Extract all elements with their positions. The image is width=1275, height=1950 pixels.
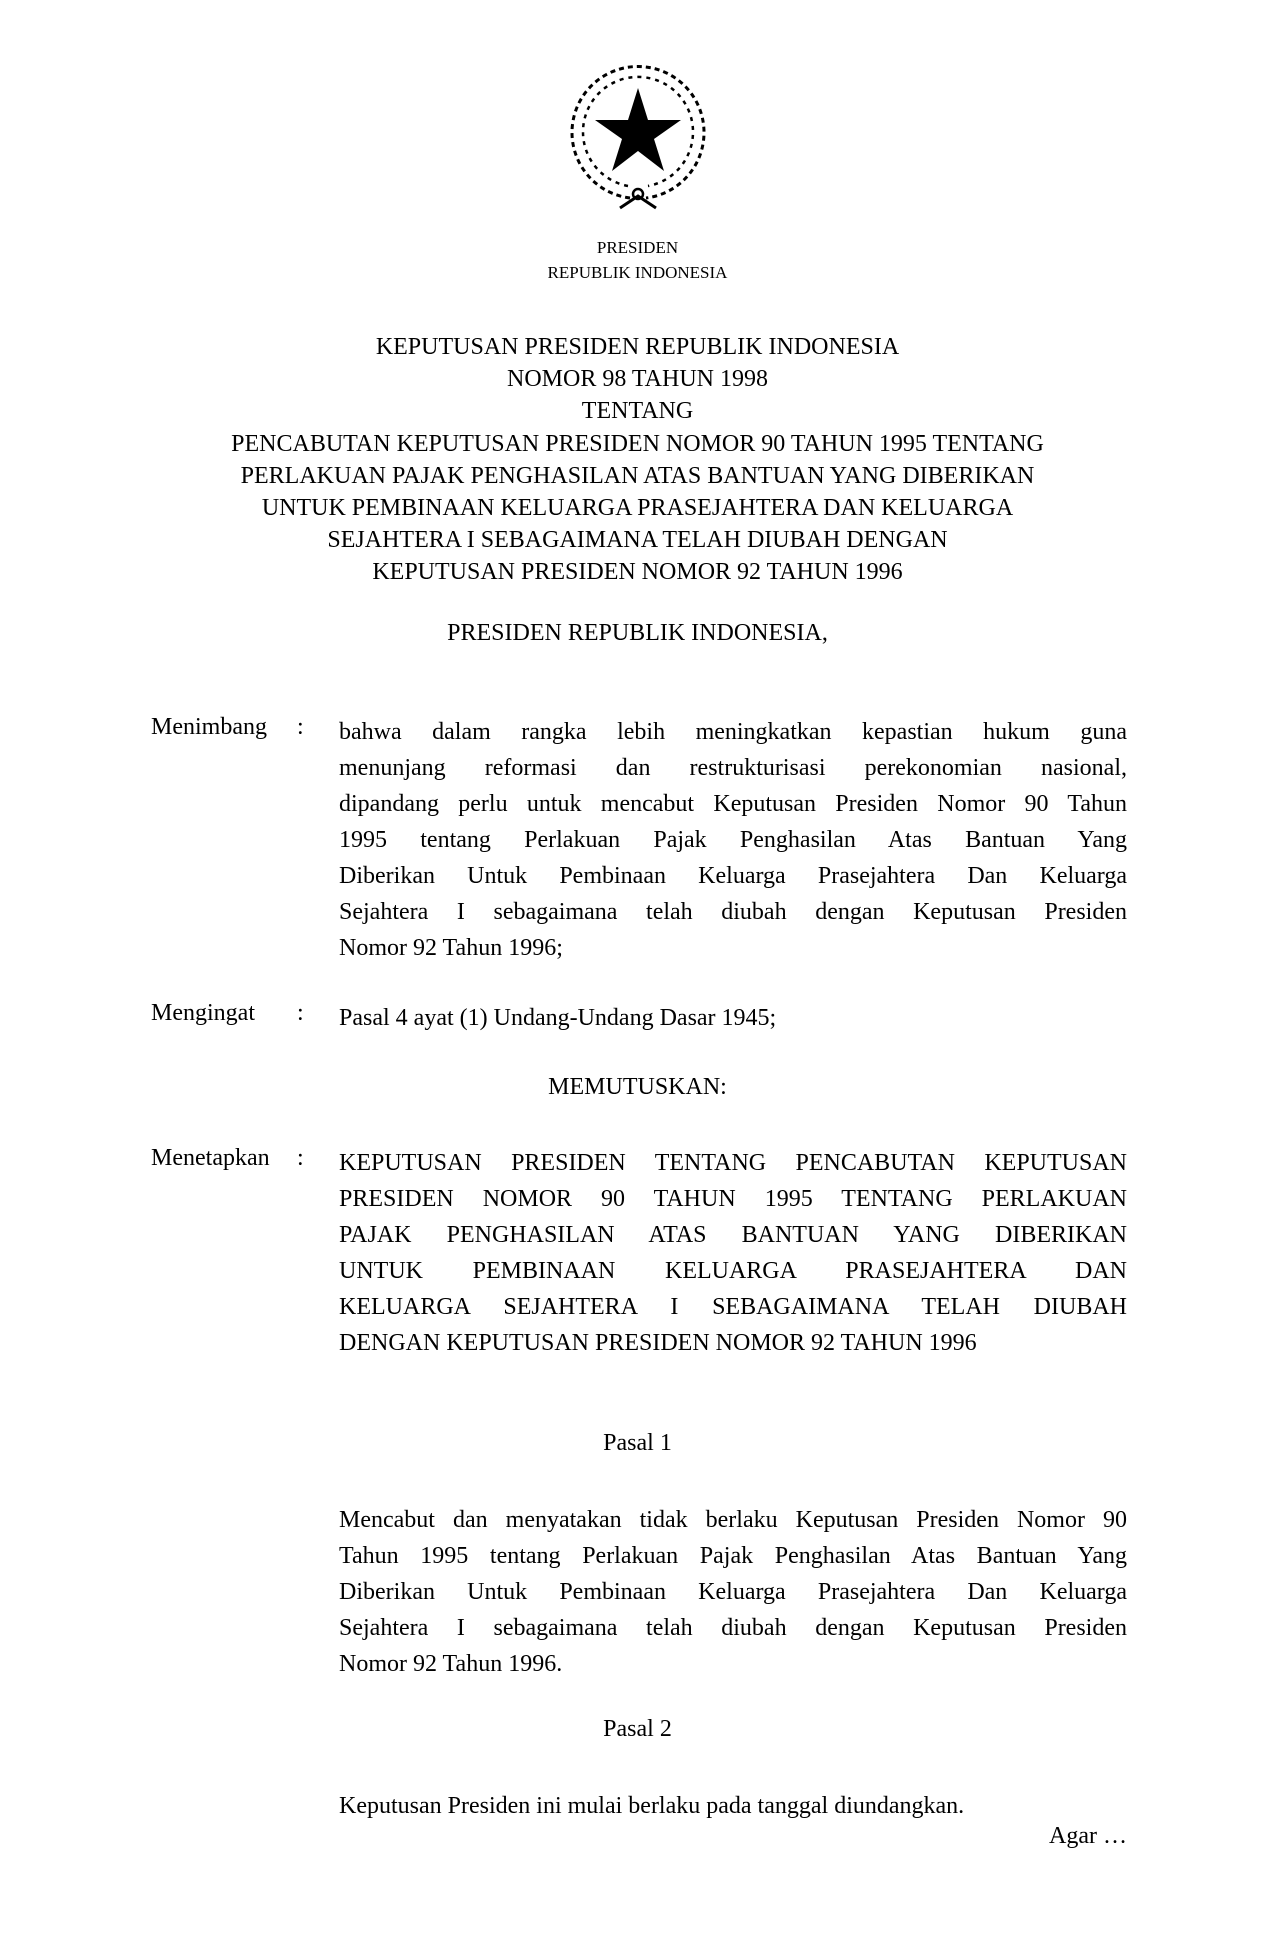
text-line: bahwa dalam rangka lebih meningkatkan kepastian hukum guna <box>339 719 1127 745</box>
menimbang-text <box>339 714 1127 966</box>
mengingat-text <box>339 1000 1127 1036</box>
text-line: Tahun 1995 tentang Perlakuan Pajak Penghasilan Atas Bantuan Yang <box>339 1543 1127 1569</box>
title-line: SEJAHTERA I SEBAGAIMANA TELAH DIUBAH DENGAN <box>327 527 948 554</box>
text-line: 1995 tentang Perlakuan Pajak Penghasilan Atas Bantuan Yang <box>339 827 1127 853</box>
mengingat-colon: : <box>297 1000 304 1026</box>
text-line: KELUARGA SEJAHTERA I SEBAGAIMANA TELAH DIUBAH <box>339 1294 1127 1320</box>
text-line: KEPUTUSAN PRESIDEN TENTANG PENCABUTAN KEPUTUSAN <box>339 1150 1127 1176</box>
presidential-emblem <box>560 58 716 216</box>
menetapkan-label: Menetapkan <box>151 1145 270 1171</box>
title-line: UNTUK PEMBINAAN KELUARGA PRASEJAHTERA DAN KELUARGA <box>261 495 1014 522</box>
pasal-1-heading: Pasal 1 <box>603 1430 672 1456</box>
text-line: Pasal 4 ayat (1) Undang-Undang Dasar 1945; <box>339 1005 777 1031</box>
text-line: Nomor 92 Tahun 1996. <box>339 1651 563 1677</box>
mengingat-label: Mengingat <box>151 1000 255 1026</box>
title-line: NOMOR 98 TAHUN 1998 <box>507 366 768 393</box>
page-continuation: Agar … <box>1049 1823 1127 1849</box>
letterhead-line-1: PRESIDEN <box>596 238 679 257</box>
menetapkan-text <box>339 1145 1127 1361</box>
text-line: Mencabut dan menyatakan tidak berlaku Keputusan Presiden Nomor 90 <box>339 1507 1127 1533</box>
text-line: Diberikan Untuk Pembinaan Keluarga Prasejahtera Dan Keluarga <box>339 863 1127 889</box>
menetapkan-colon: : <box>297 1145 304 1171</box>
text-line: Nomor 92 Tahun 1996; <box>339 935 563 961</box>
menimbang-label: Menimbang <box>151 714 267 740</box>
title-line: KEPUTUSAN PRESIDEN REPUBLIK INDONESIA <box>375 334 900 360</box>
menimbang-colon: : <box>297 714 304 740</box>
pasal-1-text <box>339 1502 1127 1682</box>
text-line: Diberikan Untuk Pembinaan Keluarga Prasejahtera Dan Keluarga <box>339 1579 1127 1605</box>
text-line: UNTUK PEMBINAAN KELUARGA PRASEJAHTERA DAN <box>339 1258 1127 1284</box>
title-line: PENCABUTAN KEPUTUSAN PRESIDEN NOMOR 90 TAHUN 1995 TENTANG <box>231 430 1044 457</box>
text-line: Sejahtera I sebagaimana telah diubah dengan Keputusan Presiden <box>339 899 1127 925</box>
text-line: menunjang reformasi dan restrukturisasi perekonomian nasional, <box>339 755 1127 781</box>
title-line: TENTANG <box>581 398 694 425</box>
pasal-2-heading: Pasal 2 <box>603 1716 672 1742</box>
text-line: PAJAK PENGHASILAN ATAS BANTUAN YANG DIBERIKAN <box>339 1222 1127 1248</box>
letterhead-line-2: REPUBLIK INDONESIA <box>547 263 728 282</box>
text-line: PRESIDEN NOMOR 90 TAHUN 1995 TENTANG PERLAKUAN <box>339 1186 1127 1212</box>
text-line: Sejahtera I sebagaimana telah diubah dengan Keputusan Presiden <box>339 1615 1127 1641</box>
title-line: KEPUTUSAN PRESIDEN NOMOR 92 TAHUN 1996 <box>372 559 903 586</box>
president-line: PRESIDEN REPUBLIK INDONESIA, <box>447 620 828 646</box>
letterhead <box>0 235 1275 285</box>
title-line: PERLAKUAN PAJAK PENGHASILAN ATAS BANTUAN YANG DIBERIKAN <box>240 462 1035 489</box>
document-title <box>0 331 1275 589</box>
text-line: dipandang perlu untuk mencabut Keputusan Presiden Nomor 90 Tahun <box>339 791 1127 817</box>
text-line: DENGAN KEPUTUSAN PRESIDEN NOMOR 92 TAHUN 1996 <box>339 1330 977 1356</box>
text-line: Keputusan Presiden ini mulai berlaku pada tanggal diundangkan. <box>339 1793 965 1819</box>
memutuskan-heading: MEMUTUSKAN: <box>548 1074 727 1100</box>
pasal-2-text <box>339 1788 1127 1824</box>
